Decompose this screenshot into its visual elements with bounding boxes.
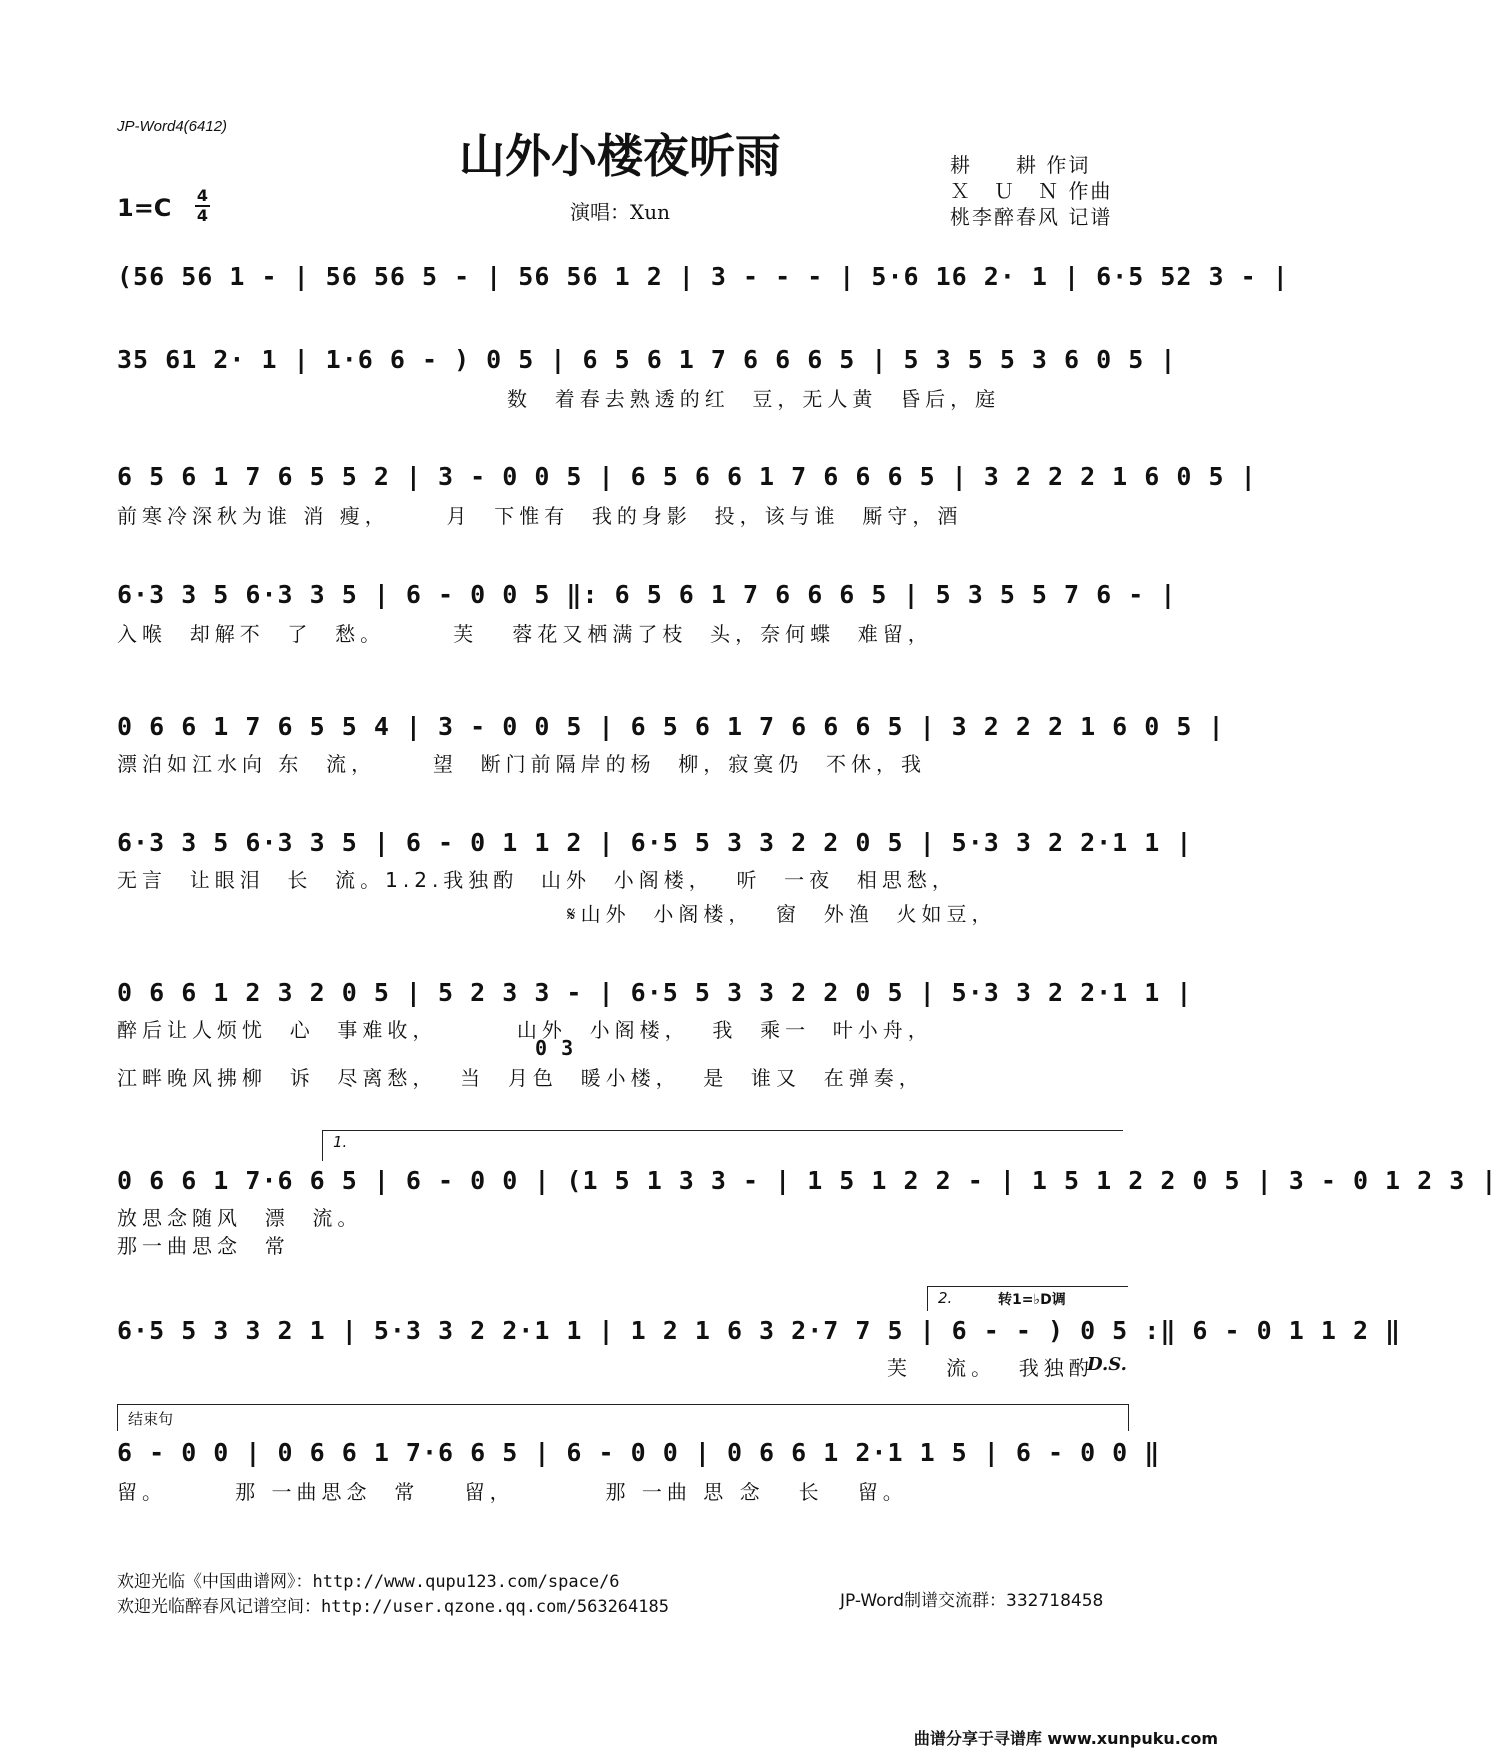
notes: 6·5 5 3 3 2 1 | 5·3 3 2 2·1 1 | 1 2 1 6 3 2·7 7 5 | 6 - - ) 0 5 :‖ 6 - 0 1 1 2 ‖: [117, 1316, 1402, 1345]
score-line-10: [117, 1404, 1161, 1504]
lyrics: 芙 流。 我独酌: [887, 1356, 1094, 1380]
notes: 6·3 3 5 6·3 3 5 | 6 - 0 0 5 ‖: 6 5 6 1 7 6 6 6 5 | 5 3 5 5 7 6 - |: [117, 580, 1177, 609]
credits: [950, 152, 1112, 230]
lyricist: 耕 耕 作词: [950, 153, 1091, 177]
notes: (56 56 1 - | 56 56 5 - | 56 56 1 2 | 3 - - - | 5·6 16 2· 1 | 6·5 52 3 - |: [117, 262, 1289, 291]
score-line-1: [117, 262, 1289, 322]
modulation-label: 转1=♭D调: [998, 1292, 1066, 1308]
singer: 演唱：Xun: [570, 200, 670, 224]
lyrics-verse-2: 江畔晚风拂柳 诉 尽离愁， 当 月色 暖小楼， 是 谁又 在弹奏，: [117, 1066, 924, 1090]
lyrics-verse-1: 醉后让人烦忧 心 事难收， 山外 小阁楼， 我 乘一 叶小舟，: [117, 1018, 933, 1042]
score-line-4: [117, 580, 1177, 670]
notes: 0 6 6 1 7 6 5 5 4 | 3 - 0 0 5 | 6 5 6 1 7 6 6 6 5 | 3 2 2 2 1 6 0 5 |: [117, 712, 1225, 741]
song-title: 山外小楼夜听雨: [459, 129, 781, 183]
lyrics-verse-1: 无言 让眼泪 长 流。1.2.我独酌 山外 小阁楼， 听 一夜 相思愁，: [117, 868, 957, 892]
notes: 0 6 6 1 2 3 2 0 5 | 5 2 3 3 - | 6·5 5 3 3 2 2 0 5 | 5·3 3 2 2·1 1 |: [117, 978, 1193, 1007]
score-line-7: [117, 978, 1193, 1098]
lyrics: 留。 那 一曲思念 常 留， 那 一曲 思 念 长 留。: [117, 1480, 908, 1504]
lyrics-verse-1: 放思念随风 漂 流。: [117, 1206, 363, 1230]
volta-1-label: 1.: [333, 1133, 348, 1151]
composer: Ｘ Ｕ Ｎ 作曲: [950, 179, 1113, 203]
site-watermark: 曲谱分享于寻谱库 www.xunpuku.com: [913, 1729, 1218, 1748]
score-line-9: [117, 1282, 1402, 1382]
lyrics: 入喉 却解不 了 愁。 芙 蓉花又栖满了枝 头，奈何蝶 难留，: [117, 622, 933, 646]
score-line-2: [117, 345, 1177, 435]
lyrics: 漂泊如江水向 东 流， 望 断门前隔岸的杨 柳，寂寞仍 不休，我: [117, 752, 927, 776]
footer-group: JP-Word制谱交流群：332718458: [840, 1591, 1104, 1611]
score-line-3: [117, 462, 1257, 552]
coda-bracket: [117, 1404, 1129, 1431]
footer-link-qupu[interactable]: 欢迎光临《中国曲谱网》：http://www.qupu123.com/space/6: [117, 1572, 620, 1592]
volta-2-bracket: [927, 1286, 1128, 1311]
notes: 6·3 3 5 6·3 3 5 | 6 - 0 1 1 2 | 6·5 5 3 3 2 2 0 5 | 5·3 3 2 2·1 1 |: [117, 828, 1193, 857]
volta-2-label: 2.: [938, 1289, 953, 1307]
lyrics-verse-2: 那一曲思念 常: [117, 1234, 290, 1258]
key-signature: 1=C: [117, 194, 172, 222]
score-line-6: [117, 828, 1193, 938]
volta-1-bracket: [322, 1130, 1123, 1161]
alt-notes: 0 3: [535, 1036, 575, 1060]
score-line-5: [117, 712, 1225, 802]
version-label: JP-Word4(6412): [117, 118, 228, 135]
notes: 6 - 0 0 | 0 6 6 1 7·6 6 5 | 6 - 0 0 | 0 6 6 1 2·1 1 5 | 6 - 0 0 ‖: [117, 1438, 1161, 1467]
lyrics: 数 着春去熟透的红 豆，无人黄 昏后，庭: [507, 387, 1001, 411]
footer-links: [117, 1570, 669, 1620]
transcriber: 桃李醉春风 记谱: [950, 205, 1113, 229]
score-line-8: [117, 1120, 1497, 1258]
ds-marker: D.S.: [1087, 1354, 1127, 1375]
notes: 6 5 6 1 7 6 5 5 2 | 3 - 0 0 5 | 6 5 6 6 1 7 6 6 6 5 | 3 2 2 2 1 6 0 5 |: [117, 462, 1257, 491]
lyrics: 前寒冷深秋为谁 消 瘦， 月 下惟有 我的身影 投，该与谁 厮守，酒: [117, 504, 963, 528]
time-denominator: 4: [196, 206, 209, 225]
time-signature: [195, 188, 210, 224]
time-numerator: 4: [196, 186, 209, 205]
footer-link-qzone[interactable]: 欢迎光临醉春风记谱空间：http://user.qzone.qq.com/563264185: [117, 1597, 669, 1617]
coda-label: 结束句: [128, 1410, 174, 1428]
notes: 0 6 6 1 7·6 6 5 | 6 - 0 0 | (1 5 1 3 3 - | 1 5 1 2 2 - | 1 5 1 2 2 0 5 | 3 - 0 1 2 3 |: [117, 1166, 1497, 1195]
lyrics-verse-2: 𝄋山外 小阁楼， 窗 外渔 火如豆，: [567, 902, 997, 926]
notes: 35 61 2· 1 | 1·6 6 - ) 0 5 | 6 5 6 1 7 6 6 6 5 | 5 3 5 5 3 6 0 5 |: [117, 345, 1177, 374]
